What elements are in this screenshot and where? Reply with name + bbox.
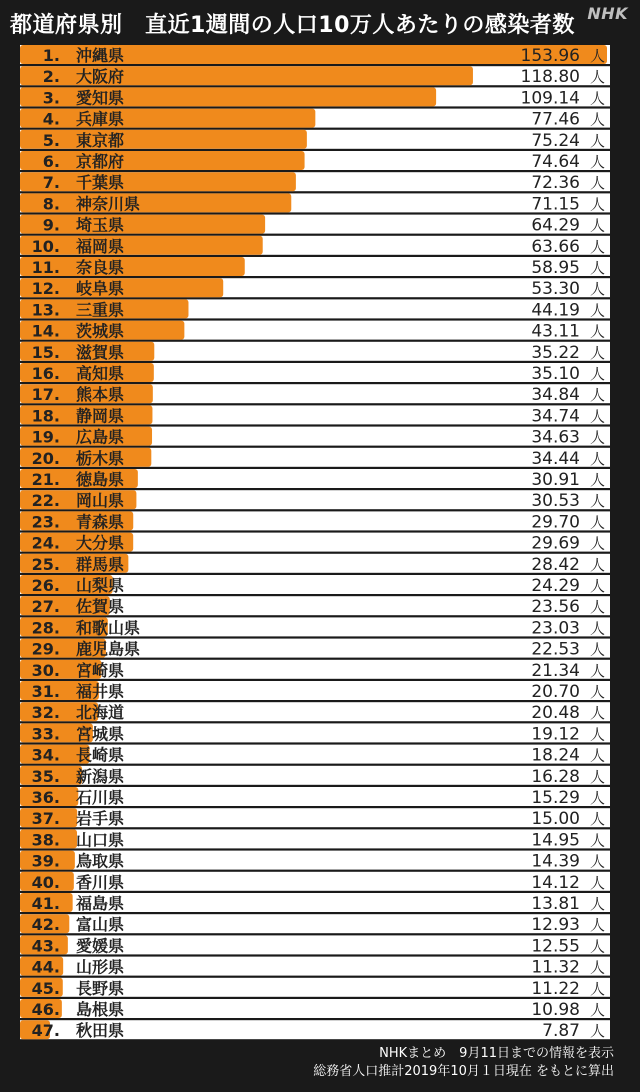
value-label: 12.55 (531, 936, 580, 957)
prefecture-label: 広島県 (76, 427, 125, 447)
prefecture-label: 福島県 (76, 894, 125, 913)
value-label: 14.39 (531, 851, 580, 872)
prefecture-label: 長崎県 (76, 745, 125, 765)
rank-label: 1. (42, 46, 60, 65)
bar-row (20, 66, 610, 87)
rank-label: 15. (31, 342, 60, 362)
unit-label: 人 (590, 916, 606, 935)
value-label: 74.64 (531, 152, 580, 172)
bar-row (20, 596, 610, 617)
chart-title: 都道府県別 直近1週間の人口10万人あたりの感染者数 (10, 13, 575, 38)
unit-label: 人 (590, 619, 606, 638)
unit-label: 人 (590, 153, 606, 171)
unit-label: 人 (590, 831, 606, 850)
value-label: 10.98 (531, 1000, 580, 1020)
unit-label: 人 (590, 280, 606, 299)
prefecture-label: 埼玉県 (76, 215, 125, 235)
unit-label: 人 (590, 704, 606, 723)
unit-label: 人 (590, 237, 606, 256)
prefecture-label: 滋賀県 (76, 342, 125, 362)
rank-label: 4. (42, 109, 60, 129)
prefecture-label: 沖縄県 (76, 46, 125, 65)
value-label: 35.10 (531, 364, 580, 384)
rank-label: 26. (31, 576, 60, 595)
unit-label: 人 (590, 852, 606, 871)
value-label: 77.46 (531, 109, 580, 130)
bar-row (20, 257, 610, 278)
unit-label: 人 (590, 534, 606, 553)
value-label: 35.22 (531, 342, 580, 363)
bar (20, 130, 307, 149)
bar-row (20, 469, 610, 490)
prefecture-label: 福岡県 (76, 236, 125, 256)
prefecture-label: 三重県 (76, 300, 125, 320)
rank-label: 13. (31, 300, 60, 320)
unit-label: 人 (590, 661, 606, 680)
unit-label: 人 (590, 449, 606, 468)
prefecture-label: 長野県 (76, 978, 125, 998)
rank-label: 5. (42, 130, 60, 150)
value-label: 118.80 (520, 67, 580, 88)
value-label: 14.12 (531, 872, 580, 893)
prefecture-label: 千葉県 (76, 173, 125, 193)
unit-label: 人 (590, 343, 606, 362)
value-label: 34.84 (531, 385, 580, 406)
rank-label: 9. (42, 215, 60, 235)
unit-label: 人 (590, 259, 606, 277)
rank-label: 2. (42, 67, 60, 87)
bar-row (20, 172, 610, 193)
rank-label: 34. (31, 745, 60, 765)
prefecture-label: 奈良県 (76, 258, 125, 277)
rank-label: 30. (31, 660, 60, 680)
value-label: 53.30 (531, 279, 580, 300)
bar-row (20, 87, 610, 108)
value-label: 44.19 (531, 300, 580, 321)
nhk-logo: NHK (587, 4, 628, 23)
value-label: 29.69 (531, 533, 580, 554)
bar-row (20, 851, 610, 872)
rank-label: 32. (31, 703, 60, 723)
prefecture-label: 静岡県 (76, 406, 125, 426)
rank-label: 7. (42, 173, 60, 193)
bar-row (20, 448, 610, 469)
value-label: 109.14 (520, 88, 580, 109)
value-label: 16.28 (531, 766, 580, 787)
unit-label: 人 (590, 810, 606, 829)
prefecture-label: 大分県 (76, 533, 125, 553)
prefecture-label: 京都府 (76, 152, 125, 171)
rank-label: 41. (31, 894, 60, 913)
value-label: 58.95 (531, 258, 580, 278)
unit-label: 人 (590, 683, 606, 701)
value-label: 75.24 (531, 130, 580, 151)
prefecture-label: 富山県 (76, 915, 125, 935)
rank-label: 17. (31, 385, 60, 405)
prefecture-label: 東京都 (76, 130, 125, 150)
bar-row (20, 278, 610, 299)
prefecture-label: 新潟県 (76, 766, 125, 786)
value-label: 24.29 (531, 576, 580, 596)
unit-label: 人 (590, 895, 606, 913)
value-label: 15.00 (531, 809, 580, 830)
prefecture-label: 兵庫県 (76, 109, 125, 129)
bar-row (20, 829, 610, 850)
rank-label: 42. (31, 915, 60, 935)
bar-row (20, 681, 610, 702)
value-label: 23.56 (531, 597, 580, 618)
prefecture-label: 岡山県 (76, 491, 125, 511)
bar-row (20, 130, 610, 151)
bar-row (20, 999, 610, 1020)
bar-row (20, 914, 610, 935)
unit-label: 人 (590, 789, 606, 807)
unit-label: 人 (590, 1022, 606, 1041)
rank-label: 6. (42, 152, 60, 171)
prefecture-label: 福井県 (76, 682, 125, 701)
prefecture-label: 栃木県 (76, 448, 125, 468)
unit-label: 人 (590, 174, 606, 193)
value-label: 34.63 (531, 427, 580, 448)
bar-row (20, 935, 610, 956)
prefecture-label: 愛知県 (76, 88, 125, 108)
rank-label: 22. (31, 491, 60, 511)
rank-label: 47. (31, 1021, 60, 1041)
bar-row (20, 893, 610, 914)
prefecture-label: 岐阜県 (76, 279, 125, 299)
bar (20, 151, 305, 170)
prefecture-label: 山梨県 (76, 576, 125, 595)
bar-row (20, 321, 610, 342)
unit-label: 人 (590, 492, 606, 511)
bar-row (20, 808, 610, 829)
value-label: 22.53 (531, 639, 580, 660)
unit-label: 人 (590, 873, 606, 892)
prefecture-label: 大阪府 (76, 67, 125, 87)
unit-label: 人 (590, 301, 606, 320)
value-label: 72.36 (531, 173, 580, 194)
rank-label: 44. (31, 957, 60, 977)
bar-row (20, 745, 610, 766)
prefecture-label: 青森県 (76, 512, 125, 532)
unit-label: 人 (590, 89, 606, 108)
prefecture-label: 秋田県 (76, 1021, 125, 1041)
value-label: 13.81 (531, 894, 580, 914)
bar-row (20, 872, 610, 893)
rank-label: 23. (31, 512, 60, 532)
rank-label: 40. (31, 872, 60, 892)
unit-label: 人 (590, 958, 606, 977)
rank-label: 46. (31, 1000, 60, 1019)
bar-row (20, 511, 610, 532)
bar-row (20, 787, 610, 808)
prefecture-label: 鹿児島県 (76, 639, 141, 659)
value-label: 153.96 (520, 46, 580, 66)
prefecture-label: 宮崎県 (76, 660, 125, 680)
prefecture-label: 岩手県 (76, 809, 125, 829)
bar-row (20, 617, 610, 638)
unit-label: 人 (590, 131, 606, 150)
rank-label: 8. (42, 194, 60, 214)
unit-label: 人 (590, 471, 606, 489)
bar-row (20, 533, 610, 554)
bar-row (20, 342, 610, 363)
prefecture-label: 徳島県 (76, 470, 125, 489)
value-label: 28.42 (531, 554, 580, 575)
rank-label: 43. (31, 936, 60, 956)
rank-label: 38. (31, 830, 60, 850)
prefecture-label: 石川県 (76, 788, 125, 807)
rank-label: 10. (31, 236, 60, 256)
value-label: 71.15 (531, 194, 580, 215)
bar (20, 172, 296, 191)
bar-row (20, 236, 610, 257)
unit-label: 人 (590, 979, 606, 998)
unit-label: 人 (590, 746, 606, 765)
unit-label: 人 (590, 555, 606, 574)
value-label: 20.70 (531, 682, 580, 702)
unit-label: 人 (590, 322, 606, 341)
prefecture-label: 宮城県 (76, 724, 125, 744)
value-label: 11.32 (531, 957, 580, 978)
bar-row (20, 766, 610, 787)
bar-row (20, 363, 610, 384)
value-label: 64.29 (531, 215, 580, 236)
prefecture-label: 愛媛県 (76, 936, 125, 956)
bar-row (20, 299, 610, 320)
unit-label: 人 (590, 216, 606, 235)
prefecture-label: 島根県 (76, 1000, 125, 1019)
prefecture-label: 香川県 (76, 872, 125, 892)
rank-label: 24. (31, 533, 60, 553)
prefecture-label: 北海道 (76, 703, 125, 723)
rank-label: 3. (42, 88, 60, 108)
rank-label: 27. (31, 597, 60, 617)
value-label: 30.53 (531, 491, 580, 512)
unit-label: 人 (590, 365, 606, 383)
value-label: 7.87 (542, 1021, 580, 1042)
value-label: 11.22 (531, 978, 580, 999)
value-label: 34.44 (531, 448, 580, 469)
bar-row (20, 1020, 610, 1041)
prefecture-label: 熊本県 (76, 385, 125, 405)
prefecture-label: 高知県 (76, 364, 125, 383)
unit-label: 人 (590, 598, 606, 617)
value-label: 19.12 (531, 724, 580, 745)
value-label: 12.93 (531, 915, 580, 936)
value-label: 63.66 (531, 236, 580, 257)
rank-label: 20. (31, 448, 60, 468)
rank-label: 18. (31, 406, 60, 426)
rank-label: 14. (31, 321, 60, 341)
unit-label: 人 (590, 513, 606, 532)
prefecture-label: 鳥取県 (76, 851, 125, 871)
value-label: 15.29 (531, 788, 580, 808)
bar-row (20, 978, 610, 999)
unit-label: 人 (590, 640, 606, 659)
unit-label: 人 (590, 68, 606, 87)
footer (313, 1045, 614, 1081)
prefecture-label: 佐賀県 (76, 597, 125, 617)
footer-note: 総務省人口推計2019年10月１日現在 をもとに算出 (313, 1064, 614, 1079)
unit-label: 人 (590, 767, 606, 786)
bar-row (20, 639, 610, 660)
bar-row (20, 384, 610, 405)
unit-label: 人 (590, 195, 606, 214)
value-label: 20.48 (531, 703, 580, 724)
bar-row (20, 45, 610, 66)
value-label: 14.95 (531, 830, 580, 851)
value-label: 18.24 (531, 745, 580, 766)
prefecture-label: 和歌山県 (76, 618, 141, 638)
bar-row (20, 554, 610, 575)
unit-label: 人 (590, 110, 606, 129)
prefecture-label: 神奈川県 (76, 194, 141, 214)
rank-label: 31. (31, 682, 60, 701)
rank-label: 12. (31, 279, 60, 299)
rank-label: 19. (31, 427, 60, 447)
bar-row (20, 660, 610, 681)
bar-row (20, 215, 610, 236)
prefecture-label: 茨城県 (76, 321, 125, 341)
value-label: 43.11 (531, 321, 580, 342)
prefecture-label: 群馬県 (76, 554, 125, 574)
bar-row (20, 702, 610, 723)
bar-row (20, 193, 610, 214)
unit-label: 人 (590, 577, 606, 595)
prefecture-label: 山形県 (76, 957, 125, 977)
bar-row (20, 957, 610, 978)
unit-label: 人 (590, 386, 606, 405)
rank-label: 25. (31, 554, 60, 574)
value-label: 21.34 (531, 660, 580, 681)
rank-label: 29. (31, 639, 60, 659)
bar-row (20, 723, 610, 744)
rank-label: 33. (31, 724, 60, 744)
rank-label: 11. (31, 258, 60, 277)
prefecture-label: 山口県 (76, 830, 125, 850)
unit-label: 人 (590, 937, 606, 956)
unit-label: 人 (590, 407, 606, 426)
rank-label: 36. (31, 788, 60, 807)
unit-label: 人 (590, 47, 606, 65)
rank-label: 45. (31, 978, 60, 998)
value-label: 29.70 (531, 512, 580, 533)
footer-source: NHKまとめ 9月11日までの情報を表示 (379, 1046, 614, 1061)
bar-row (20, 427, 610, 448)
bar (20, 109, 315, 128)
bar-row (20, 151, 610, 172)
bar (20, 193, 291, 212)
rank-label: 21. (31, 470, 60, 489)
rank-label: 37. (31, 809, 60, 829)
unit-label: 人 (590, 428, 606, 447)
bar-row (20, 490, 610, 511)
value-label: 30.91 (531, 470, 580, 490)
rank-label: 39. (31, 851, 60, 871)
bar-row (20, 405, 610, 426)
bar-row (20, 109, 610, 130)
unit-label: 人 (590, 725, 606, 744)
unit-label: 人 (590, 1001, 606, 1019)
rank-label: 28. (31, 618, 60, 638)
value-label: 23.03 (531, 618, 580, 639)
bar-row (20, 575, 610, 596)
value-label: 34.74 (531, 406, 580, 427)
rank-label: 35. (31, 766, 60, 786)
rank-label: 16. (31, 364, 60, 383)
